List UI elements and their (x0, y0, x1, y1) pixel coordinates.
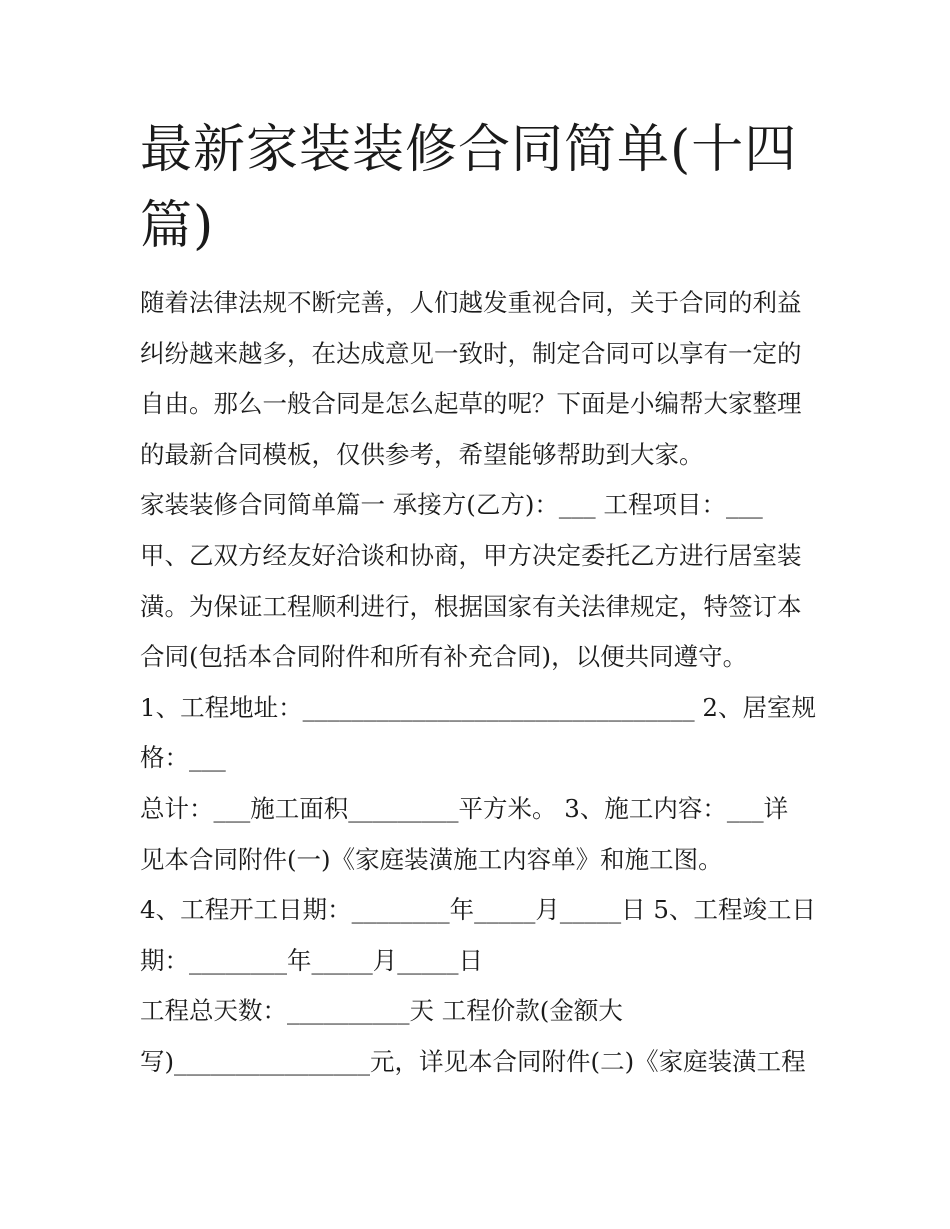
clause-start-date-line: 4、工程开工日期：________年_____月_____日 5、工程竣工日 (140, 895, 816, 925)
contract-heading-line: 家装装修合同简单篇一 承接方(乙方)：___ 工程项目：___ (140, 490, 763, 520)
intro-line-1: 随着法律法规不断完善，人们越发重视合同，关于合同的利益 (140, 288, 802, 317)
intro-line-2: 纠纷越来越多，在达成意见一致时，制定合同可以享有一定的 (140, 338, 802, 368)
clause-address-line: 1、工程地址：________________________________ 2、居室规 (140, 692, 816, 722)
clause-spec-line: 格：___ (140, 743, 226, 773)
contract-text-line: 潢。为保证工程顺利进行，根据国家有关法律规定，特签订本 (140, 591, 802, 621)
clause-end-date-line: 期：________年_____月_____日 (140, 945, 483, 975)
clause-content-line: 见本合同附件(一)《家庭装潢施工内容单》和施工图。 (140, 844, 723, 874)
contract-text-line: 甲、乙双方经友好洽谈和协商，甲方决定委托乙方进行居室装 (140, 540, 802, 570)
clause-total-days-line: 工程总天数：__________天 工程价款(金额大 (140, 996, 623, 1026)
contract-text-line: 合同(包括本合同附件和所有补充合同)，以便共同遵守。 (140, 642, 748, 672)
intro-line-3: 自由。那么一般合同是怎么起草的呢？下面是小编帮大家整理 (140, 389, 802, 419)
title-line: 最新家装装修合同简单(十四 (140, 120, 798, 180)
title-line: 篇) (140, 196, 215, 256)
clause-area-line: 总计：___施工面积_________平方米。 3、施工内容：___详 (140, 793, 789, 823)
clause-price-line: 写)________________元，详见本合同附件(二)《家庭装潢工程 (140, 1046, 806, 1076)
intro-line-4: 的最新合同模板，仅供参考，希望能够帮助到大家。 (140, 439, 704, 469)
document-body (140, 278, 820, 1088)
document-title (140, 112, 820, 264)
